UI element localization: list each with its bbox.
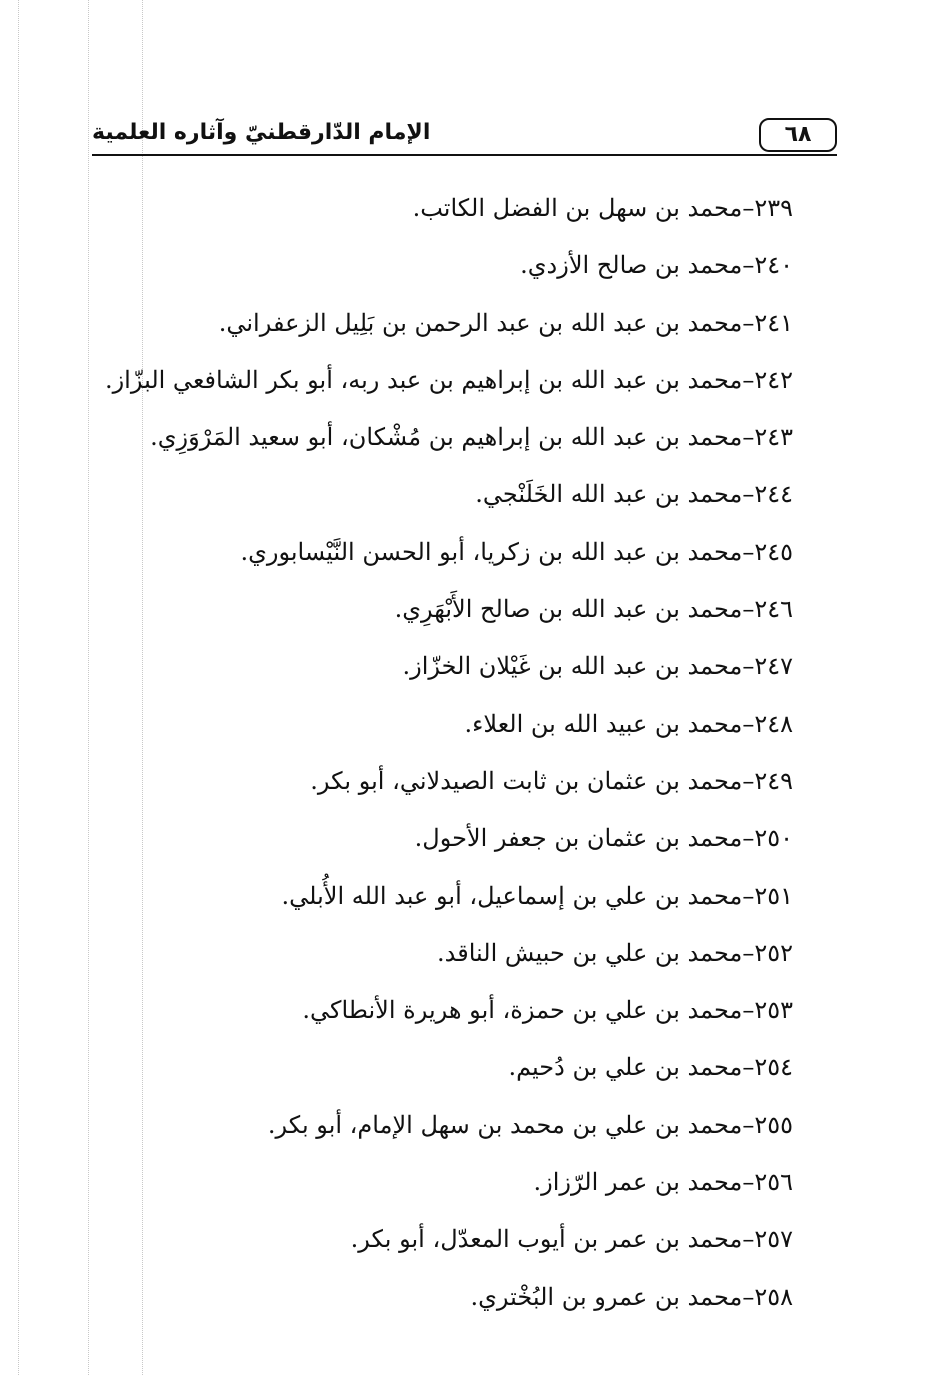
list-item: ٢٤٠–محمد بن صالح الأزدي. — [520, 251, 793, 280]
list-item: ٢٣٩–محمد بن سهل بن الفضل الكاتب. — [412, 194, 793, 222]
narrator-list — [104, 180, 793, 1326]
page-header — [92, 112, 837, 158]
list-item: ٢٤٢–محمد بن عبد الله بن إبراهيم بن عبد ربه، أبو بكر الشافعي البزّاز. — [104, 365, 793, 394]
list-item: ٢٥٢–محمد بن علي بن حبيش الناقد. — [437, 938, 793, 967]
scan-artifact-line — [88, 0, 89, 1375]
list-item: ٢٥٤–محمد بن علي بن دُحيم. — [508, 1053, 793, 1082]
list-item: ٢٥٧–محمد بن عمر بن أيوب المعدّل، أبو بكر. — [350, 1225, 793, 1254]
list-item: ٢٥٠–محمد بن عثمان بن جعفر الأحول. — [414, 824, 793, 853]
list-item: ٢٤٧–محمد بن عبد الله بن غَيْلان الخزّاز. — [402, 652, 793, 681]
list-item: ٢٤٣–محمد بن عبد الله بن إبراهيم بن مُشْكان، أبو سعيد المَرْوَزِي. — [150, 423, 793, 452]
scan-artifact-line — [18, 0, 19, 1375]
list-item: ٢٥١–محمد بن علي بن إسماعيل، أبو عبد الله الأُبلي. — [281, 881, 793, 910]
list-item: ٢٤٥–محمد بن عبد الله بن زكريا، أبو الحسن النَّيْسابوري. — [240, 537, 793, 566]
list-item: ٢٤٨–محمد بن عبيد الله بن العلاء. — [464, 709, 793, 738]
page-number: ٦٨ — [759, 118, 837, 152]
list-item: ٢٥٥–محمد بن علي بن محمد بن سهل الإمام، أبو بكر. — [267, 1110, 793, 1139]
list-item: ٢٤٤–محمد بن عبد الله الخَلَنْجي. — [475, 480, 793, 509]
list-item: ٢٥٦–محمد بن عمر الرّزاز. — [533, 1168, 793, 1197]
running-title: الإمام الدّارقطنيّ وآثاره العلمية — [92, 120, 431, 145]
list-item: ٢٥٨–محمد بن عمرو بن البُخْتري. — [470, 1282, 793, 1311]
list-item: ٢٤١–محمد بن عبد الله بن عبد الرحمن بن بَلِيل الزعفراني. — [218, 308, 793, 337]
header-divider — [92, 154, 837, 156]
list-item: ٢٤٦–محمد بن عبد الله بن صالح الأَبْهَرِي. — [394, 595, 793, 624]
list-item: ٢٥٣–محمد بن علي بن حمزة، أبو هريرة الأنطاكي. — [302, 996, 793, 1025]
list-item: ٢٤٩–محمد بن عثمان بن ثابت الصيدلاني، أبو بكر. — [310, 766, 793, 795]
